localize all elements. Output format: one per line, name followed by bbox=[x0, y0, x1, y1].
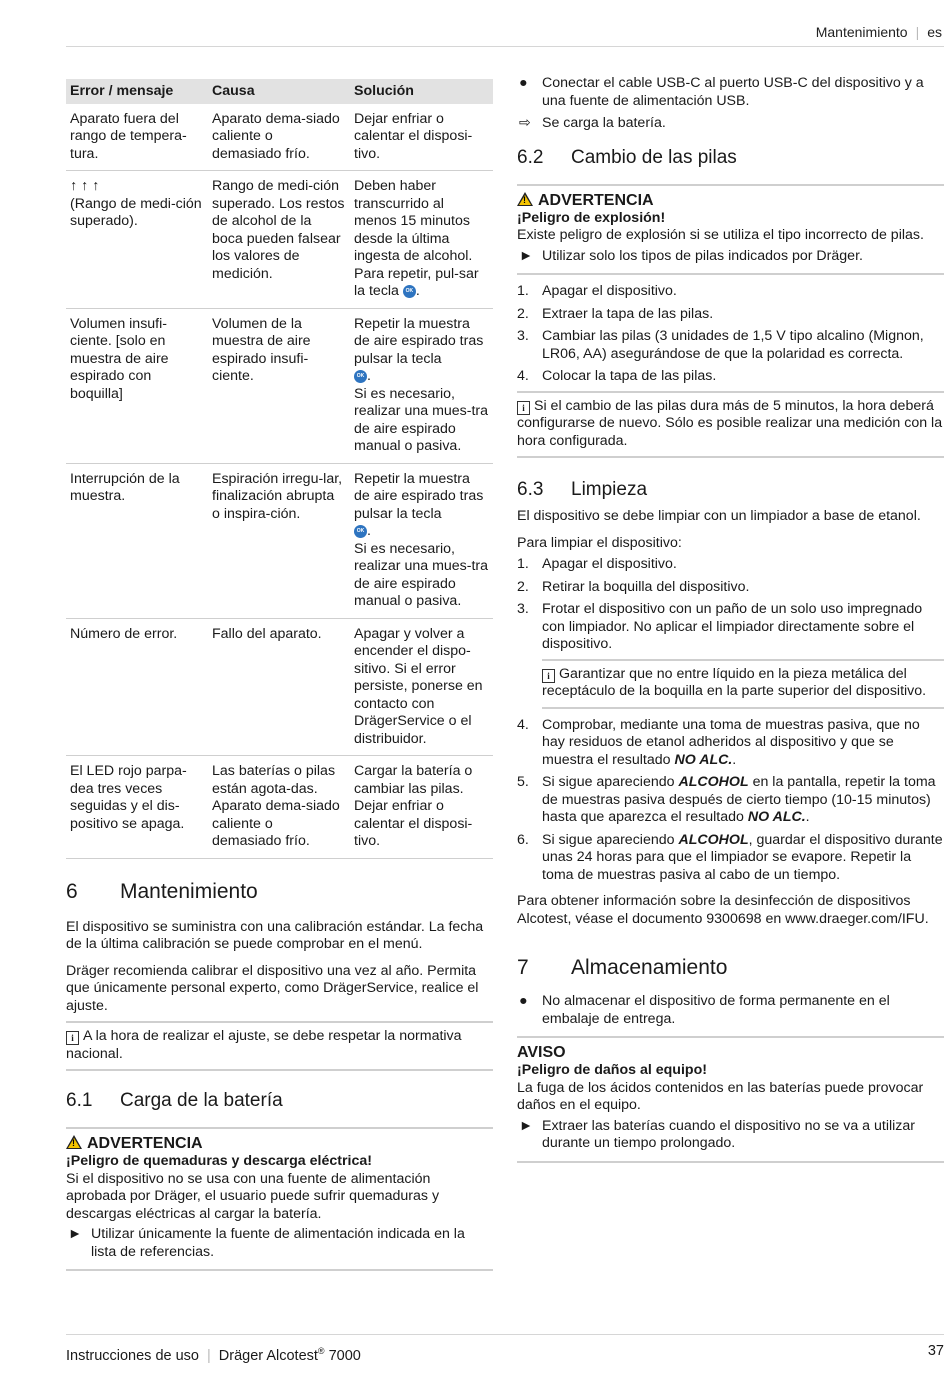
list-item: 4. Comprobar, mediante una toma de muestras pasiva, que no hay residuos de etanol adheridos al dispositivo y que se muestra el resultado NO ALC.. bbox=[517, 716, 920, 768]
list-item: 1. Apagar el dispositivo. bbox=[517, 283, 677, 299]
bullet-text: Conectar el cable USB-C al puerto USB-C del dispositivo y a una fuente de alimentación USB. bbox=[542, 75, 924, 109]
page-number: 37 bbox=[927, 1343, 944, 1359]
table-row bbox=[66, 463, 493, 618]
warning-action bbox=[66, 1226, 493, 1261]
triangle-bullet-icon: ► bbox=[68, 1226, 83, 1242]
bullet-dot-icon: ● bbox=[519, 75, 528, 91]
cell-error-text: (Rango de medi-ción superado). bbox=[70, 195, 202, 229]
warning-label bbox=[517, 191, 944, 210]
cell-error bbox=[66, 171, 208, 309]
bullet-item bbox=[517, 75, 944, 110]
action-text: Utilizar únicamente la fuente de alimentación indicada en la lista de referencias. bbox=[91, 1226, 465, 1260]
list-item: 2. Extraer la tapa de las pilas. bbox=[517, 305, 714, 322]
note-text: A la hora de realizar el ajuste, se debe respetar la normativa nacional. bbox=[66, 1028, 462, 1062]
notice-text: La fuga de los ácidos contenidos en las baterías puede provocar daños en el equipo. bbox=[517, 1079, 924, 1113]
section-6-3-heading bbox=[517, 478, 944, 502]
table-row bbox=[66, 308, 493, 463]
table-row bbox=[66, 618, 493, 756]
section-number: 7 bbox=[517, 956, 529, 979]
result-text: Se carga la batería. bbox=[542, 115, 666, 131]
warning-title: ¡Peligro de explosión! bbox=[517, 209, 666, 226]
cell-solution: Repetir la muestra de aire espirado tras pulsar la tecla OK . Si es necesario, realizar una mues-tra de aire espirado manual o pasiva. bbox=[350, 463, 493, 618]
cleaning-steps bbox=[517, 556, 944, 654]
warning-text: Existe peligro de explosión si se utiliza el tipo incorrecto de pilas. bbox=[517, 227, 924, 243]
step-text: Si sigue apareciendo bbox=[542, 774, 675, 790]
cell-cause: Rango de medi-ción superado. Los restos de alcohol de la boca pueden falsear los valores de medición. bbox=[208, 171, 350, 309]
section-6-1-heading bbox=[66, 1089, 493, 1113]
info-note bbox=[542, 659, 944, 709]
header-rule bbox=[66, 46, 944, 47]
cell-solution-text: Deben haber transcurrido al menos 15 minutos desde la última ingesta de alcohol. Para repetir, pul-sar la tecla bbox=[354, 178, 479, 299]
cell-solution: Repetir la muestra de aire espirado tras pulsar la tecla OK . Si es necesario, realizar una mues-tra de aire espirado manual o pasiva. bbox=[350, 308, 493, 463]
cell-cause: Las baterías o pilas están agota-das. Aparato dema-siado caliente o demasiado frío. bbox=[208, 756, 350, 859]
warning-action bbox=[517, 248, 944, 266]
info-icon: i bbox=[66, 1031, 79, 1045]
cell-error: Volumen insufi-ciente. [solo en muestra de aire espirado con boquilla] bbox=[66, 308, 208, 463]
triangle-bullet-icon: ► bbox=[519, 1117, 534, 1134]
warning-icon: ! bbox=[517, 192, 533, 206]
list-item: 5. Si sigue apareciendo ALCOHOL en la pantalla, repetir la toma de muestras pasiva después de cierto tiempo (10-15 minutos) hasta que aparezca el resultado NO ALC.. bbox=[517, 774, 936, 825]
info-icon: i bbox=[542, 669, 555, 683]
warning-box bbox=[517, 184, 944, 276]
header-separator: | bbox=[915, 24, 920, 40]
ok-key-icon: OK bbox=[354, 525, 367, 538]
display-text: NO ALC. bbox=[747, 809, 806, 825]
step-text: Colocar la tapa de las pilas. bbox=[542, 368, 717, 384]
display-text: NO ALC. bbox=[674, 751, 733, 768]
warning-label-text: ADVERTENCIA bbox=[87, 1135, 203, 1152]
col-header-cause: Causa bbox=[208, 79, 350, 104]
note-text: Garantizar que no entre líquido en la pieza metálica del receptáculo de la boquilla en la parte superior del dispositivo. bbox=[542, 665, 927, 699]
warning-label-text: ADVERTENCIA bbox=[538, 191, 654, 209]
cell-solution: Deben haber transcurrido al menos 15 minutos desde la última ingesta de alcohol. Para repetir, pul-sar la tecla OK . bbox=[350, 171, 493, 309]
warning-icon: ! bbox=[66, 1135, 82, 1149]
table-header-row bbox=[66, 79, 493, 104]
step-text: Apagar el dispositivo. bbox=[542, 556, 677, 572]
footer-product: Dräger Alcotest bbox=[218, 1347, 318, 1364]
header-lang: es bbox=[927, 24, 942, 40]
section-number: 6 bbox=[66, 879, 78, 903]
section-title: Limpieza bbox=[571, 479, 648, 500]
cell-solution: Dejar enfriar o calentar el disposi-tivo. bbox=[350, 104, 493, 171]
info-note bbox=[66, 1021, 493, 1071]
footer-doc-title: Instrucciones de uso bbox=[66, 1347, 199, 1364]
cell-cause: Espiración irregu-lar, finalización abrupta o inspira-ción. bbox=[208, 463, 350, 618]
page-header bbox=[816, 24, 942, 42]
action-text: Extraer las baterías cuando el dispositivo no se va a utilizar durante un tiempo prolongado. bbox=[542, 1117, 916, 1151]
step-text: , guardar el dispositivo durante unas 24 horas para que el limpiador se evapore. Repetir la toma de muestras pasiva al cabo de un tiempo. bbox=[542, 831, 943, 883]
list-item: 6. Si sigue apareciendo ALCOHOL, guardar el dispositivo durante unas 24 horas para que el limpiador se evapore. Repetir la toma de muestras pasiva al cabo de un tiempo. bbox=[517, 831, 943, 883]
error-table bbox=[66, 79, 493, 859]
footer-model: 7000 bbox=[328, 1347, 361, 1364]
cleaning-steps-continued bbox=[517, 717, 944, 885]
col-header-solution: Solución bbox=[350, 79, 493, 104]
range-exceeded-symbol: ↑ ↑ ↑ bbox=[70, 178, 100, 194]
table-row bbox=[66, 104, 493, 171]
left-column bbox=[66, 79, 493, 1271]
step-text: en la pantalla, repetir la toma de muestras pasiva después de cierto tiempo (10-15 minutos) hasta que aparezca el resultado bbox=[542, 774, 936, 825]
cell-solution-text: Repetir la muestra de aire espirado tras pulsar la tecla bbox=[354, 470, 484, 522]
result-line bbox=[517, 115, 944, 133]
registered-mark: ® bbox=[317, 1346, 325, 1356]
warning-title: ¡Peligro de quemaduras y descarga eléctrica! bbox=[66, 1153, 372, 1169]
section-7-heading bbox=[517, 955, 944, 981]
paragraph: Para limpiar el dispositivo: bbox=[517, 534, 682, 551]
step-text: Si sigue apareciendo bbox=[542, 831, 675, 848]
step-text: Frotar el dispositivo con un paño de un solo uso impregnado con limpiador. No aplicar el limpiador directamente sobre el dispositivo. bbox=[542, 601, 923, 652]
notice-label: AVISO bbox=[517, 1044, 566, 1061]
cell-error: Aparato fuera del rango de tempera-tura. bbox=[66, 104, 208, 171]
cell-error: El LED rojo parpa-dea tres veces seguidas y el dis-positivo se apaga. bbox=[66, 756, 208, 859]
col-header-error: Error / mensaje bbox=[66, 79, 208, 104]
ok-key-icon: OK bbox=[354, 370, 367, 383]
cell-solution-text: Repetir la muestra de aire espirado tras pulsar la tecla bbox=[354, 315, 484, 367]
cell-error: Interrupción de la muestra. bbox=[66, 463, 208, 618]
cell-solution-extra: Si es necesario, realizar una mues-tra de aire espirado manual o pasiva. bbox=[354, 385, 489, 454]
display-text: ALCOHOL bbox=[678, 774, 749, 790]
step-text: Comprobar, mediante una toma de muestras pasiva, que no hay residuos de etanol adheridos al dispositivo y que se muestra el resultado bbox=[542, 716, 920, 768]
triangle-bullet-icon: ► bbox=[519, 247, 534, 264]
ok-key-icon: OK bbox=[403, 285, 416, 298]
table-row bbox=[66, 756, 493, 859]
right-column bbox=[517, 75, 944, 1163]
paragraph: Para obtener información sobre la desinfección de dispositivos Alcotest, véase el documento 9300698 en www.draeger.com/IFU. bbox=[517, 893, 929, 927]
header-section: Mantenimiento bbox=[815, 24, 908, 40]
note-text: Si el cambio de las pilas dura más de 5 minutos, la hora deberá configurarse de nuevo. Sólo es posible realizar una medición con la hora configurada. bbox=[517, 397, 943, 449]
list-item: 3. Frotar el dispositivo con un paño de un solo uso impregnado con limpiador. No aplicar el limpiador directamente sobre el dispositivo. bbox=[517, 601, 923, 652]
section-number: 6.2 bbox=[517, 146, 544, 168]
warning-box bbox=[66, 1127, 493, 1271]
warning-label bbox=[66, 1134, 493, 1153]
notice-box bbox=[517, 1036, 944, 1163]
cell-solution-extra: Si es necesario, realizar una mues-tra de aire espirado manual o pasiva. bbox=[354, 540, 489, 609]
section-number: 6.1 bbox=[66, 1090, 93, 1111]
step-text-end: . bbox=[732, 751, 737, 768]
result-arrow-icon: ⇨ bbox=[519, 115, 531, 131]
section-title: Carga de la batería bbox=[120, 1090, 283, 1111]
cell-error: Número de error. bbox=[66, 618, 208, 756]
paragraph: El dispositivo se suministra con una calibración estándar. La fecha de la última calibración se puede comprobar en el menú. bbox=[66, 918, 484, 952]
list-item: 1. Apagar el dispositivo. bbox=[517, 556, 677, 572]
step-text: Retirar la boquilla del dispositivo. bbox=[542, 578, 750, 595]
list-item: 3. Cambiar las pilas (3 unidades de 1,5 V tipo alcalino (Mignon, LR06, AA) asegurándose de que la polaridad es correcta. bbox=[517, 328, 924, 362]
paragraph: Dräger recomienda calibrar el dispositivo una vez al año. Permita que únicamente personal experto, como DrägerService, realice el ajuste. bbox=[66, 962, 479, 1014]
step-text: Apagar el dispositivo. bbox=[542, 283, 677, 299]
step-text: Extraer la tapa de las pilas. bbox=[542, 305, 714, 322]
bullet-text: No almacenar el dispositivo de forma permanente en el embalaje de entrega. bbox=[542, 993, 890, 1027]
footer-separator: | bbox=[207, 1347, 211, 1364]
footer-rule bbox=[66, 1334, 944, 1335]
section-title: Almacenamiento bbox=[571, 956, 728, 979]
info-note bbox=[517, 391, 944, 459]
step-text-end: . bbox=[805, 809, 810, 825]
battery-steps bbox=[517, 283, 944, 386]
list-item: 2. Retirar la boquilla del dispositivo. bbox=[517, 578, 750, 595]
bullet-item bbox=[517, 993, 944, 1028]
action-text: Utilizar solo los tipos de pilas indicados por Dräger. bbox=[542, 247, 863, 264]
notice-title: ¡Peligro de daños al equipo! bbox=[517, 1062, 707, 1078]
table-row bbox=[66, 171, 493, 309]
cell-solution: Apagar y volver a encender el dispo-sitivo. Si el error persiste, ponerse en contacto con DrägerService o el distribuidor. bbox=[350, 618, 493, 756]
cell-cause: Fallo del aparato. bbox=[208, 618, 350, 756]
display-text: ALCOHOL bbox=[678, 831, 749, 848]
section-6-heading bbox=[66, 879, 493, 905]
section-number: 6.3 bbox=[517, 479, 544, 500]
cell-cause: Aparato dema-siado caliente o demasiado frío. bbox=[208, 104, 350, 171]
section-title: Cambio de las pilas bbox=[571, 146, 737, 168]
bullet-dot-icon: ● bbox=[519, 993, 528, 1009]
notice-action bbox=[517, 1118, 944, 1153]
cell-cause: Volumen de la muestra de aire espirado insufi-ciente. bbox=[208, 308, 350, 463]
step-text: Cambiar las pilas (3 unidades de 1,5 V tipo alcalino (Mignon, LR06, AA) asegurándose de que la polaridad es correcta. bbox=[542, 328, 924, 362]
page-footer bbox=[66, 1343, 944, 1365]
paragraph: El dispositivo se debe limpiar con un limpiador a base de etanol. bbox=[517, 508, 921, 524]
cell-solution: Cargar la batería o cambiar las pilas. Dejar enfriar o calentar el disposi-tivo. bbox=[350, 756, 493, 859]
list-item: 4. Colocar la tapa de las pilas. bbox=[517, 368, 717, 384]
section-6-2-heading bbox=[517, 146, 944, 170]
info-icon: i bbox=[517, 401, 530, 415]
section-title: Mantenimiento bbox=[120, 879, 258, 903]
warning-text: Si el dispositivo no se usa con una fuente de alimentación aprobada por Dräger, el usuario puede sufrir quemaduras y descargas eléctricas al cargar la batería. bbox=[66, 1170, 440, 1222]
